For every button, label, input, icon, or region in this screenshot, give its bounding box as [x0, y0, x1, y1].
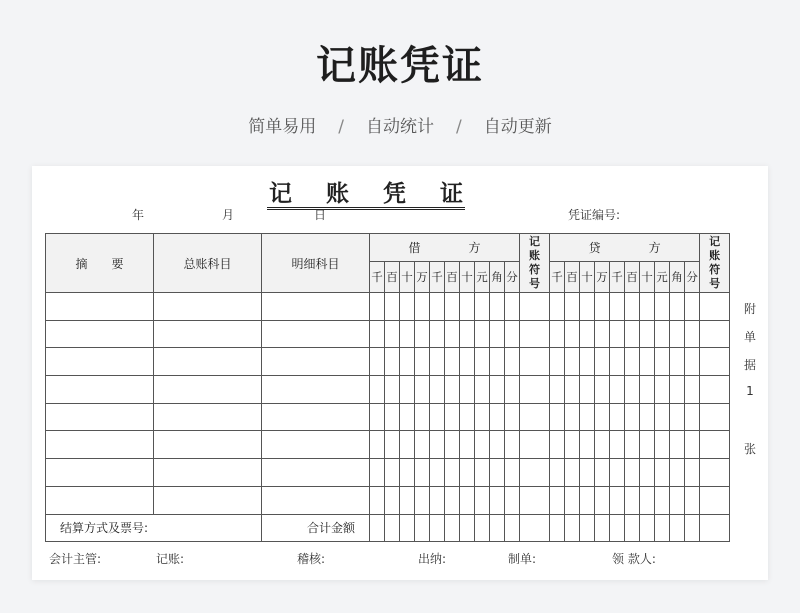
debit-digit-cell[interactable]	[460, 320, 475, 348]
total-debit-posting-cell[interactable]	[520, 514, 550, 541]
total-debit-digit-cell[interactable]	[385, 514, 400, 541]
credit-digit-cell[interactable]	[565, 376, 580, 404]
amount-unit-header: 十	[400, 262, 415, 293]
total-debit-digit-cell[interactable]	[415, 514, 430, 541]
separator: /	[338, 117, 344, 137]
debit-digit-cell[interactable]	[460, 459, 475, 487]
debit-digit-cell[interactable]	[445, 486, 460, 514]
amount-unit-header: 十	[580, 262, 595, 293]
general-account-cell[interactable]	[154, 293, 262, 321]
credit-digit-cell[interactable]	[550, 486, 565, 514]
general-account-cell[interactable]	[154, 320, 262, 348]
detail-account-cell[interactable]	[262, 431, 370, 459]
debit-digit-cell[interactable]	[385, 486, 400, 514]
debit-digit-cell[interactable]	[370, 431, 385, 459]
debit-digit-cell[interactable]	[445, 376, 460, 404]
debit-digit-cell[interactable]	[460, 431, 475, 459]
credit-digit-cell[interactable]	[655, 376, 670, 404]
credit-digit-cell[interactable]	[595, 376, 610, 404]
posting-mark-char: 符	[529, 263, 541, 276]
debit-posting-mark-cell[interactable]	[520, 431, 550, 459]
attachment-char: 据	[743, 358, 756, 372]
amount-unit-header: 万	[595, 262, 610, 293]
debit-digit-cell[interactable]	[370, 293, 385, 321]
credit-digit-cell[interactable]	[595, 486, 610, 514]
debit-digit-cell[interactable]	[445, 459, 460, 487]
total-debit-digit-cell[interactable]	[490, 514, 505, 541]
credit-posting-mark-cell[interactable]	[700, 431, 730, 459]
debit-digit-cell[interactable]	[460, 403, 475, 431]
credit-digit-cell[interactable]	[640, 431, 655, 459]
debit-digit-cell[interactable]	[505, 376, 520, 404]
debit-digit-cell[interactable]	[460, 376, 475, 404]
posting-mark-char: 记	[529, 235, 541, 248]
debit-digit-cell[interactable]	[415, 348, 430, 376]
separator: /	[456, 117, 462, 137]
debit-digit-cell[interactable]	[430, 293, 445, 321]
header-debit: 借 方	[370, 234, 520, 262]
credit-digit-cell[interactable]	[625, 320, 640, 348]
debit-digit-cell[interactable]	[430, 486, 445, 514]
header-credit: 贷 方	[550, 234, 700, 262]
title-char: 记	[269, 180, 292, 207]
total-debit-digit-cell[interactable]	[460, 514, 475, 541]
amount-unit-header: 百	[385, 262, 400, 293]
credit-digit-cell[interactable]	[685, 376, 700, 404]
credit-digit-cell[interactable]	[685, 348, 700, 376]
debit-digit-cell[interactable]	[490, 459, 505, 487]
feature-auto-stats: 自动统计	[366, 117, 434, 137]
debit-posting-mark-cell[interactable]	[520, 459, 550, 487]
debit-digit-cell[interactable]	[400, 459, 415, 487]
credit-digit-cell[interactable]	[640, 459, 655, 487]
voucher-sheet	[32, 166, 768, 580]
total-credit-digit-cell[interactable]	[550, 514, 565, 541]
attachment-char: 张	[743, 442, 756, 456]
amount-unit-header: 元	[655, 262, 670, 293]
credit-digit-cell[interactable]	[550, 459, 565, 487]
debit-digit-cell[interactable]	[505, 403, 520, 431]
debit-digit-cell[interactable]	[475, 403, 490, 431]
amount-unit-header: 分	[505, 262, 520, 293]
summary-cell[interactable]	[46, 403, 154, 431]
credit-digit-cell[interactable]	[625, 376, 640, 404]
credit-digit-cell[interactable]	[610, 403, 625, 431]
sign-preparer: 制单:	[508, 552, 537, 566]
credit-digit-cell[interactable]	[595, 403, 610, 431]
credit-digit-cell[interactable]	[565, 403, 580, 431]
attachment-number: 1	[746, 384, 754, 398]
table-row	[46, 486, 730, 514]
feature-tagline	[0, 112, 800, 137]
credit-digit-cell[interactable]	[580, 293, 595, 321]
debit-digit-cell[interactable]	[490, 320, 505, 348]
feature-auto-update: 自动更新	[483, 117, 552, 137]
amount-unit-header: 角	[670, 262, 685, 293]
credit-digit-cell[interactable]	[625, 431, 640, 459]
debit-digit-cell[interactable]	[490, 431, 505, 459]
detail-account-cell[interactable]	[262, 403, 370, 431]
debit-digit-cell[interactable]	[430, 348, 445, 376]
table-row	[46, 459, 730, 487]
credit-digit-cell[interactable]	[670, 431, 685, 459]
total-credit-digit-cell[interactable]	[595, 514, 610, 541]
general-account-cell[interactable]	[154, 486, 262, 514]
debit-digit-cell[interactable]	[490, 376, 505, 404]
title-char: 凭	[383, 180, 406, 207]
debit-digit-cell[interactable]	[475, 348, 490, 376]
header-posting-mark-credit	[700, 234, 730, 293]
posting-mark-char: 号	[529, 277, 541, 290]
debit-digit-cell[interactable]	[415, 459, 430, 487]
summary-cell[interactable]	[46, 486, 154, 514]
summary-cell[interactable]	[46, 376, 154, 404]
total-debit-digit-cell[interactable]	[475, 514, 490, 541]
summary-cell[interactable]	[46, 293, 154, 321]
credit-digit-cell[interactable]	[625, 293, 640, 321]
credit-digit-cell[interactable]	[670, 376, 685, 404]
table-row	[46, 403, 730, 431]
credit-digit-cell[interactable]	[625, 486, 640, 514]
credit-digit-cell[interactable]	[565, 348, 580, 376]
debit-digit-cell[interactable]	[505, 431, 520, 459]
credit-digit-cell[interactable]	[565, 431, 580, 459]
total-credit-digit-cell[interactable]	[580, 514, 595, 541]
debit-digit-cell[interactable]	[505, 320, 520, 348]
credit-digit-cell[interactable]	[655, 486, 670, 514]
date-year-label: 年	[132, 208, 145, 222]
debit-digit-cell[interactable]	[430, 431, 445, 459]
credit-digit-cell[interactable]	[610, 431, 625, 459]
debit-digit-cell[interactable]	[370, 376, 385, 404]
posting-mark-char: 账	[529, 249, 541, 262]
debit-digit-cell[interactable]	[445, 348, 460, 376]
debit-digit-cell[interactable]	[445, 320, 460, 348]
debit-digit-cell[interactable]	[400, 320, 415, 348]
debit-digit-cell[interactable]	[370, 348, 385, 376]
credit-digit-cell[interactable]	[610, 376, 625, 404]
header-summary: 摘 要	[46, 234, 154, 293]
debit-digit-cell[interactable]	[430, 403, 445, 431]
summary-cell[interactable]	[46, 431, 154, 459]
credit-digit-cell[interactable]	[610, 348, 625, 376]
credit-digit-cell[interactable]	[580, 348, 595, 376]
debit-digit-cell[interactable]	[475, 293, 490, 321]
debit-digit-cell[interactable]	[385, 293, 400, 321]
credit-digit-cell[interactable]	[625, 403, 640, 431]
debit-digit-cell[interactable]	[430, 459, 445, 487]
amount-unit-header: 十	[460, 262, 475, 293]
amount-unit-header: 千	[430, 262, 445, 293]
general-account-cell[interactable]	[154, 431, 262, 459]
date-day-label: 日	[314, 208, 327, 222]
credit-digit-cell[interactable]	[685, 403, 700, 431]
credit-posting-mark-cell[interactable]	[700, 293, 730, 321]
debit-digit-cell[interactable]	[505, 348, 520, 376]
credit-digit-cell[interactable]	[685, 431, 700, 459]
debit-digit-cell[interactable]	[400, 431, 415, 459]
debit-digit-cell[interactable]	[385, 431, 400, 459]
credit-posting-mark-cell[interactable]	[700, 403, 730, 431]
credit-digit-cell[interactable]	[670, 320, 685, 348]
amount-unit-header: 百	[565, 262, 580, 293]
posting-mark-char: 账	[709, 249, 721, 262]
credit-digit-cell[interactable]	[595, 320, 610, 348]
title-char: 证	[440, 180, 463, 207]
debit-posting-mark-cell[interactable]	[520, 376, 550, 404]
credit-digit-cell[interactable]	[580, 376, 595, 404]
total-credit-digit-cell[interactable]	[655, 514, 670, 541]
debit-digit-cell[interactable]	[445, 431, 460, 459]
debit-digit-cell[interactable]	[415, 293, 430, 321]
table-row	[46, 348, 730, 376]
debit-digit-cell[interactable]	[415, 320, 430, 348]
amount-unit-header: 百	[445, 262, 460, 293]
debit-digit-cell[interactable]	[415, 486, 430, 514]
credit-digit-cell[interactable]	[685, 459, 700, 487]
credit-digit-cell[interactable]	[580, 486, 595, 514]
debit-digit-cell[interactable]	[400, 348, 415, 376]
sign-cashier: 出纳:	[418, 552, 447, 566]
credit-digit-cell[interactable]	[640, 293, 655, 321]
debit-digit-cell[interactable]	[370, 486, 385, 514]
total-debit-digit-cell[interactable]	[400, 514, 415, 541]
credit-digit-cell[interactable]	[565, 320, 580, 348]
credit-digit-cell[interactable]	[670, 459, 685, 487]
credit-digit-cell[interactable]	[595, 348, 610, 376]
credit-digit-cell[interactable]	[655, 293, 670, 321]
sign-auditor: 稽核:	[297, 552, 326, 566]
total-debit-digit-cell[interactable]	[445, 514, 460, 541]
debit-digit-cell[interactable]	[385, 403, 400, 431]
credit-digit-cell[interactable]	[655, 403, 670, 431]
total-credit-digit-cell[interactable]	[685, 514, 700, 541]
credit-digit-cell[interactable]	[685, 486, 700, 514]
credit-digit-cell[interactable]	[655, 348, 670, 376]
credit-digit-cell[interactable]	[640, 486, 655, 514]
general-account-cell[interactable]	[154, 403, 262, 431]
debit-digit-cell[interactable]	[445, 293, 460, 321]
feature-easy: 简单易用	[248, 117, 317, 137]
debit-posting-mark-cell[interactable]	[520, 320, 550, 348]
total-credit-posting-cell[interactable]	[700, 514, 730, 541]
credit-digit-cell[interactable]	[550, 320, 565, 348]
credit-digit-cell[interactable]	[685, 293, 700, 321]
credit-digit-cell[interactable]	[610, 293, 625, 321]
amount-unit-header: 万	[415, 262, 430, 293]
credit-digit-cell[interactable]	[550, 348, 565, 376]
amount-unit-header: 千	[550, 262, 565, 293]
table-row	[46, 431, 730, 459]
credit-digit-cell[interactable]	[625, 348, 640, 376]
debit-posting-mark-cell[interactable]	[520, 486, 550, 514]
credit-digit-cell[interactable]	[625, 459, 640, 487]
debit-digit-cell[interactable]	[490, 348, 505, 376]
sign-bookkeeper: 记账:	[156, 552, 185, 566]
credit-digit-cell[interactable]	[670, 348, 685, 376]
debit-digit-cell[interactable]	[475, 459, 490, 487]
debit-digit-cell[interactable]	[385, 348, 400, 376]
credit-digit-cell[interactable]	[610, 486, 625, 514]
debit-digit-cell[interactable]	[415, 376, 430, 404]
attachment-char: 单	[743, 330, 756, 344]
credit-digit-cell[interactable]	[670, 486, 685, 514]
total-debit-digit-cell[interactable]	[430, 514, 445, 541]
posting-mark-char: 记	[709, 235, 721, 248]
credit-digit-cell[interactable]	[580, 459, 595, 487]
title-char: 账	[326, 180, 349, 207]
credit-digit-cell[interactable]	[655, 459, 670, 487]
credit-digit-cell[interactable]	[580, 431, 595, 459]
debit-digit-cell[interactable]	[490, 486, 505, 514]
credit-digit-cell[interactable]	[595, 293, 610, 321]
debit-digit-cell[interactable]	[490, 403, 505, 431]
credit-digit-cell[interactable]	[580, 320, 595, 348]
summary-cell[interactable]	[46, 348, 154, 376]
debit-digit-cell[interactable]	[385, 459, 400, 487]
credit-digit-cell[interactable]	[670, 293, 685, 321]
header-general-account: 总账科目	[154, 234, 262, 293]
general-account-cell[interactable]	[154, 376, 262, 404]
total-credit-digit-cell[interactable]	[670, 514, 685, 541]
sign-payee: 领 款人:	[612, 552, 656, 566]
debit-digit-cell[interactable]	[400, 293, 415, 321]
header-posting-mark-debit	[520, 234, 550, 293]
credit-digit-cell[interactable]	[595, 431, 610, 459]
credit-digit-cell[interactable]	[610, 320, 625, 348]
credit-digit-cell[interactable]	[580, 403, 595, 431]
credit-digit-cell[interactable]	[655, 320, 670, 348]
detail-account-cell[interactable]	[262, 348, 370, 376]
debit-digit-cell[interactable]	[385, 320, 400, 348]
debit-digit-cell[interactable]	[370, 320, 385, 348]
credit-digit-cell[interactable]	[595, 459, 610, 487]
debit-digit-cell[interactable]	[460, 486, 475, 514]
posting-mark-char: 号	[709, 277, 721, 290]
credit-posting-mark-cell[interactable]	[700, 459, 730, 487]
amount-unit-header: 角	[490, 262, 505, 293]
amount-unit-header: 分	[685, 262, 700, 293]
debit-digit-cell[interactable]	[385, 376, 400, 404]
credit-digit-cell[interactable]	[640, 403, 655, 431]
page-title: 记账凭证	[316, 43, 484, 89]
total-credit-digit-cell[interactable]	[565, 514, 580, 541]
credit-digit-cell[interactable]	[550, 431, 565, 459]
table-row	[46, 376, 730, 404]
credit-digit-cell[interactable]	[565, 486, 580, 514]
amount-unit-header: 千	[610, 262, 625, 293]
debit-digit-cell[interactable]	[475, 431, 490, 459]
summary-cell[interactable]	[46, 320, 154, 348]
credit-digit-cell[interactable]	[670, 403, 685, 431]
credit-posting-mark-cell[interactable]	[700, 486, 730, 514]
credit-posting-mark-cell[interactable]	[700, 376, 730, 404]
total-credit-digit-cell[interactable]	[640, 514, 655, 541]
credit-digit-cell[interactable]	[550, 376, 565, 404]
debit-digit-cell[interactable]	[505, 486, 520, 514]
sign-accounting-supervisor: 会计主管:	[49, 552, 102, 566]
attachment-char: 附	[743, 302, 756, 316]
detail-account-cell[interactable]	[262, 459, 370, 487]
total-debit-digit-cell[interactable]	[505, 514, 520, 541]
debit-digit-cell[interactable]	[460, 348, 475, 376]
total-credit-digit-cell[interactable]	[625, 514, 640, 541]
debit-digit-cell[interactable]	[370, 403, 385, 431]
debit-digit-cell[interactable]	[400, 486, 415, 514]
debit-digit-cell[interactable]	[505, 459, 520, 487]
credit-digit-cell[interactable]	[640, 376, 655, 404]
amount-unit-header: 十	[640, 262, 655, 293]
total-credit-digit-cell[interactable]	[610, 514, 625, 541]
summary-cell[interactable]	[46, 459, 154, 487]
detail-account-cell[interactable]	[262, 376, 370, 404]
credit-digit-cell[interactable]	[610, 459, 625, 487]
debit-digit-cell[interactable]	[505, 293, 520, 321]
voucher-table	[45, 233, 730, 542]
settlement-method-label: 结算方式及票号:	[46, 514, 262, 541]
debit-digit-cell[interactable]	[475, 376, 490, 404]
debit-digit-cell[interactable]	[475, 320, 490, 348]
debit-digit-cell[interactable]	[400, 376, 415, 404]
debit-digit-cell[interactable]	[370, 459, 385, 487]
debit-digit-cell[interactable]	[445, 403, 460, 431]
general-account-cell[interactable]	[154, 459, 262, 487]
debit-posting-mark-cell[interactable]	[520, 403, 550, 431]
table-row	[46, 320, 730, 348]
detail-account-cell[interactable]	[262, 486, 370, 514]
credit-digit-cell[interactable]	[565, 459, 580, 487]
credit-posting-mark-cell[interactable]	[700, 320, 730, 348]
header-detail-account: 明细科目	[262, 234, 370, 293]
debit-digit-cell[interactable]	[490, 293, 505, 321]
amount-unit-header: 百	[625, 262, 640, 293]
debit-digit-cell[interactable]	[400, 403, 415, 431]
credit-digit-cell[interactable]	[655, 431, 670, 459]
detail-account-cell[interactable]	[262, 320, 370, 348]
amount-unit-header: 元	[475, 262, 490, 293]
debit-posting-mark-cell[interactable]	[520, 348, 550, 376]
table-row	[46, 293, 730, 321]
total-amount-label: 合计金额	[262, 514, 370, 541]
debit-digit-cell[interactable]	[415, 403, 430, 431]
debit-digit-cell[interactable]	[460, 293, 475, 321]
credit-digit-cell[interactable]	[550, 403, 565, 431]
debit-digit-cell[interactable]	[415, 431, 430, 459]
voucher-number-label: 凭证编号:	[568, 208, 621, 222]
total-debit-digit-cell[interactable]	[370, 514, 385, 541]
posting-mark-char: 符	[709, 263, 721, 276]
credit-digit-cell[interactable]	[640, 348, 655, 376]
amount-unit-header: 千	[370, 262, 385, 293]
debit-posting-mark-cell[interactable]	[520, 293, 550, 321]
debit-digit-cell[interactable]	[430, 376, 445, 404]
general-account-cell[interactable]	[154, 348, 262, 376]
detail-account-cell[interactable]	[262, 293, 370, 321]
voucher-title	[267, 180, 465, 210]
credit-digit-cell[interactable]	[640, 320, 655, 348]
credit-digit-cell[interactable]	[685, 320, 700, 348]
credit-posting-mark-cell[interactable]	[700, 348, 730, 376]
debit-digit-cell[interactable]	[430, 320, 445, 348]
date-month-label: 月	[222, 208, 235, 222]
credit-digit-cell[interactable]	[550, 293, 565, 321]
credit-digit-cell[interactable]	[565, 293, 580, 321]
debit-digit-cell[interactable]	[475, 486, 490, 514]
